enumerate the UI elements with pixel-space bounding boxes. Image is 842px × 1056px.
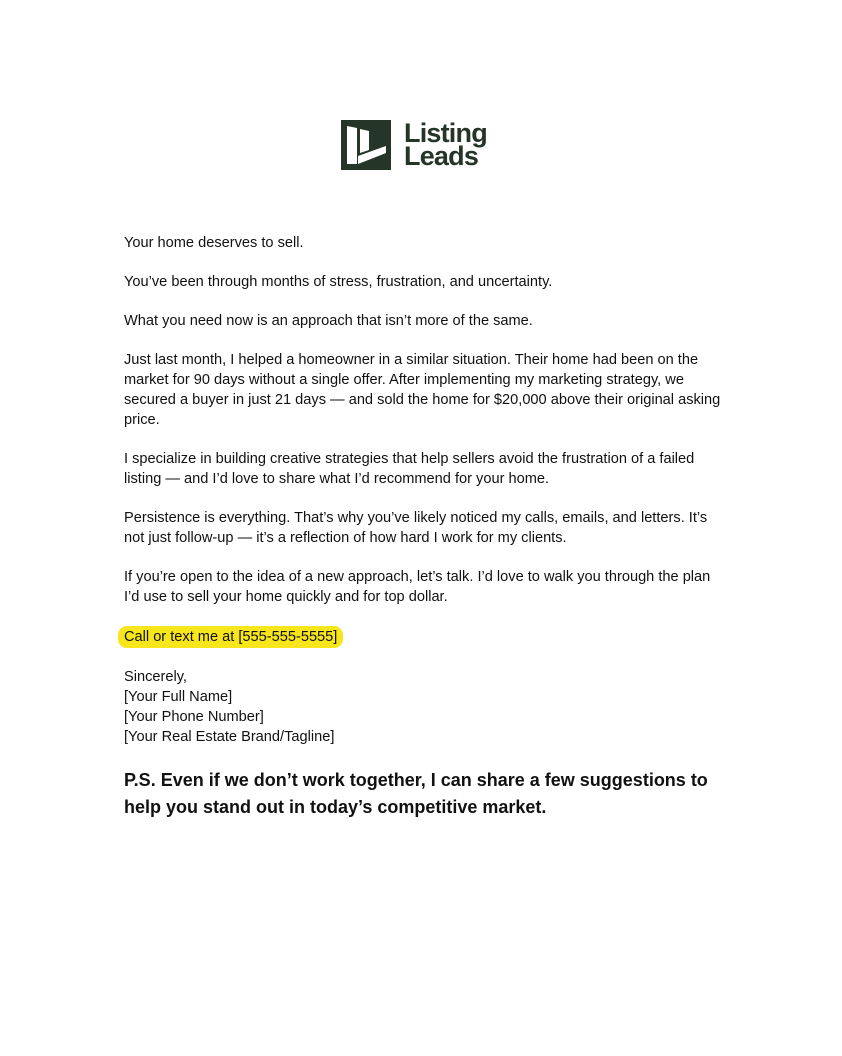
letter-paragraph-4: I specialize in building creative strategies that help sellers avoid the frustration of a failed listing — and I’d love to share what I’d recommend for your home. [124, 451, 695, 487]
listing-leads-logo [341, 120, 487, 170]
letter-greeting: Your home deserves to sell. [124, 235, 304, 251]
logo-wordmark [404, 118, 487, 171]
logo-line-1: Listing [404, 118, 487, 148]
letter-body [124, 233, 724, 840]
signature-closing: Sincerely, [124, 669, 187, 685]
signature-block [124, 667, 724, 747]
logo-line-2: Leads [404, 141, 479, 171]
signature-name: [Your Full Name] [124, 689, 233, 705]
letter-paragraph-5: Persistence is everything. That’s why you’ve likely noticed my calls, emails, and letters. It’s not just follow-up — it’s a reflection of how hard I work for my clients. [124, 510, 708, 546]
letter-paragraph-6: If you’re open to the idea of a new approach, let’s talk. I’d love to walk you through the plan I’d use to sell your home quickly and for top dollar. [124, 569, 711, 605]
letter-paragraph-1: You’ve been through months of stress, frustration, and uncertainty. [124, 274, 553, 290]
cta-highlight: Call or text me at [555-555-5555] [118, 626, 343, 648]
postscript: P.S. Even if we don’t work together, I can share a few suggestions to help you stand out in today’s competitive market. [124, 770, 708, 817]
listing-leads-logo-icon [341, 120, 391, 170]
letter-paragraph-2: What you need now is an approach that isn’t more of the same. [124, 313, 533, 329]
call-to-action [124, 626, 724, 648]
letter-paragraph-3: Just last month, I helped a homeowner in a similar situation. Their home had been on the market for 90 days without a single offer. After implementing my marketing strategy, we secured a buyer in just 21 days — and sold the home for $20,000 above their original asking price. [124, 352, 721, 428]
signature-phone: [Your Phone Number] [124, 709, 264, 725]
signature-brand: [Your Real Estate Brand/Tagline] [124, 729, 335, 745]
